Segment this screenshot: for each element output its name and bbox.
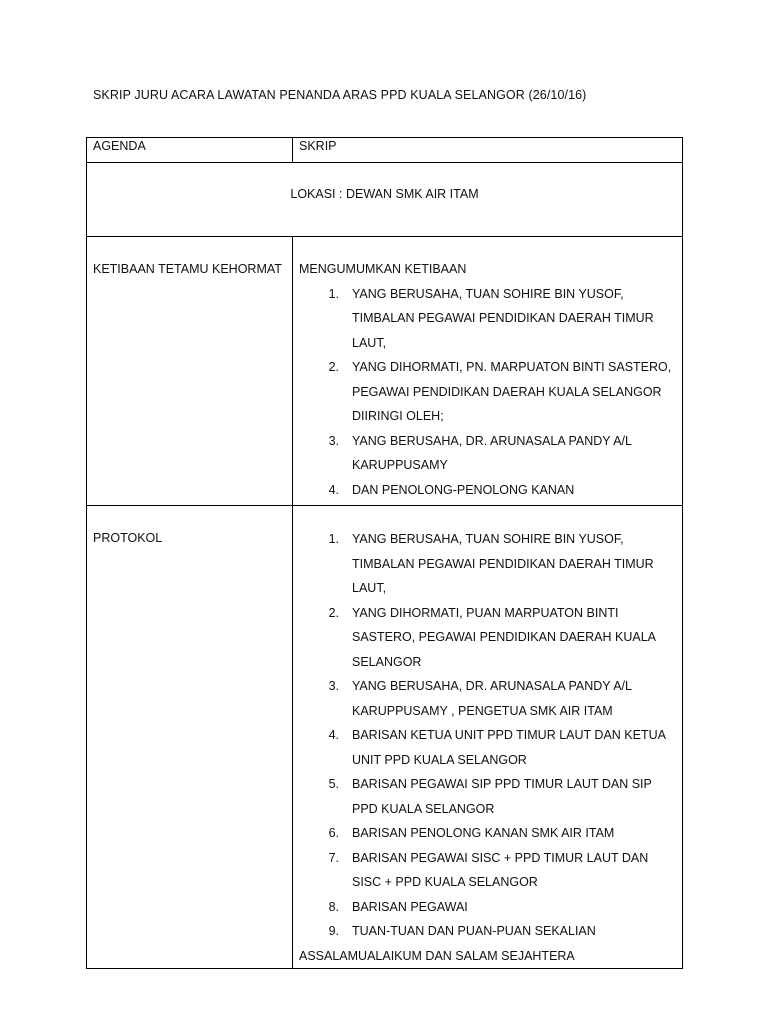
list-item (299, 527, 674, 601)
list-item (299, 282, 674, 356)
list-number: 4. (328, 728, 339, 742)
table-row (87, 237, 683, 506)
header-script-cell (293, 138, 683, 163)
list-text: TUAN-TUAN DAN PUAN-PUAN SEKALIAN (352, 924, 596, 938)
location-cell (87, 163, 683, 237)
list-text: BARISAN PEGAWAI SIP PPD TIMUR LAUT DAN SIP PPD KUALA SELANGOR (352, 777, 652, 816)
agenda-label: KETIBAAN TETAMU KEHORMAT (93, 262, 282, 276)
arrival-list (299, 282, 674, 503)
list-number: 3. (328, 433, 339, 448)
script-cell (293, 237, 683, 506)
header-agenda: AGENDA (93, 139, 146, 153)
list-text: BARISAN KETUA UNIT PPD TIMUR LAUT DAN KETUA UNIT PPD KUALA SELANGOR (352, 728, 666, 767)
list-item (299, 355, 674, 429)
list-text: YANG BERUSAHA, TUAN SOHIRE BIN YUSOF, TIMBALAN PEGAWAI PENDIDIKAN DAERAH TIMUR LAUT, (352, 286, 654, 350)
list-text: DAN PENOLONG-PENOLONG KANAN (352, 482, 575, 497)
list-number: 4. (328, 482, 339, 497)
list-number: 2. (328, 605, 339, 620)
script-closing: ASSALAMUALAIKUM DAN SALAM SEJAHTERA (299, 948, 575, 963)
list-number: 5. (328, 777, 339, 791)
list-item (299, 846, 674, 895)
list-text: BARISAN PEGAWAI (352, 899, 468, 914)
list-item (299, 821, 674, 846)
list-number: 2. (328, 360, 339, 374)
header-script: SKRIP (299, 139, 337, 153)
list-item (299, 478, 674, 503)
list-text: BARISAN PENOLONG KANAN SMK AIR ITAM (352, 826, 615, 840)
script-cell (293, 506, 683, 969)
list-item (299, 674, 674, 723)
list-item (299, 919, 674, 944)
list-number: 8. (328, 899, 339, 914)
list-item (299, 601, 674, 675)
agenda-cell (87, 506, 293, 969)
location-text: LOKASI : DEWAN SMK AIR ITAM (290, 187, 479, 201)
list-text: YANG DIHORMATI, PUAN MARPUATON BINTI SASTERO, PEGAWAI PENDIDIKAN DAERAH KUALA SELANGOR (352, 605, 656, 669)
script-table (86, 137, 683, 969)
list-number: 1. (328, 532, 339, 546)
list-number: 6. (328, 826, 339, 840)
agenda-cell (87, 237, 293, 506)
list-item (299, 772, 674, 821)
list-text: YANG DIHORMATI, PN. MARPUATON BINTI SASTERO, PEGAWAI PENDIDIKAN DAERAH KUALA SELANGOR DIIRINGI OLEH; (352, 360, 672, 423)
location-row (87, 163, 683, 237)
list-number: 1. (328, 286, 339, 301)
list-text: YANG BERUSAHA, DR. ARUNASALA PANDY A/L KARUPPUSAMY (352, 433, 632, 472)
list-text: YANG BERUSAHA, TUAN SOHIRE BIN YUSOF, TIMBALAN PEGAWAI PENDIDIKAN DAERAH TIMUR LAUT, (352, 532, 654, 595)
list-text: BARISAN PEGAWAI SISC + PPD TIMUR LAUT DAN SISC + PPD KUALA SELANGOR (352, 850, 649, 889)
list-number: 3. (328, 679, 339, 693)
list-item (299, 429, 674, 478)
document-title: SKRIP JURU ACARA LAWATAN PENANDA ARAS PPD KUALA SELANGOR (26/10/16) (93, 88, 587, 102)
table-row (87, 506, 683, 969)
list-number: 9. (328, 924, 339, 938)
list-item (299, 895, 674, 920)
protocol-list (299, 527, 674, 944)
script-intro: MENGUMUMKAN KETIBAAN (299, 262, 467, 276)
list-text: YANG BERUSAHA, DR. ARUNASALA PANDY A/L KARUPPUSAMY , PENGETUA SMK AIR ITAM (352, 679, 632, 718)
header-agenda-cell (87, 138, 293, 163)
list-number: 7. (328, 850, 339, 865)
list-item (299, 723, 674, 772)
table-header-row (87, 138, 683, 163)
agenda-label: PROTOKOL (93, 531, 163, 545)
